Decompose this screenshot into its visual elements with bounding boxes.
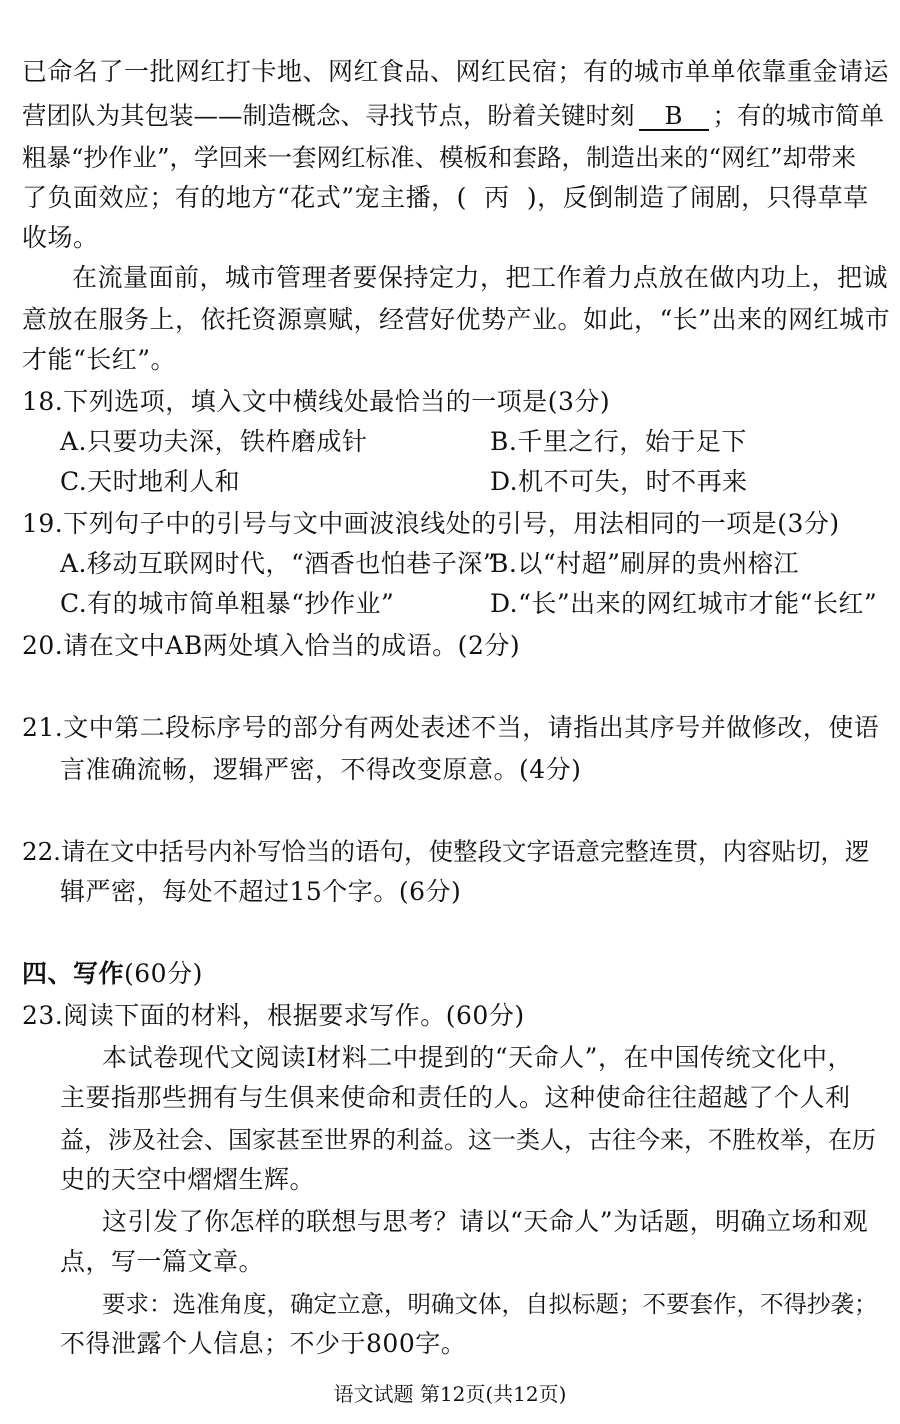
passage-line-2-text: 营团队为其包装——制造概念、寻找节点，盼着关键时刻 [22,101,635,130]
section-heading [22,956,203,992]
q19-option-c: C.有的城市简单粗暴“抄作业” [60,589,395,618]
passage-line-1: 已命名了一批网红打卡地、网红食品、网红民宿；有的城市单单依靠重金请运 [22,57,890,86]
passage-line-4-text: 了负面效应；有的地方“花式”宠主播，( [22,183,467,212]
passage-p2-line-1: 在流量面前，城市管理者要保持定力，把工作着力点放在做内功上，把诚 [72,263,889,292]
q19-option-d: D.“长”出来的网红城市才能“长红” [490,589,878,618]
q23-requirements-line-1: 要求：选准角度，确定立意，明确文体，自拟标题；不要套作，不得抄袭； [102,1290,878,1318]
q23-material-line-3: 益，涉及社会、国家甚至世界的利益。这一类人，古往今来，不胜枚举，在历 [60,1126,876,1154]
q18-option-b: B.千里之行，始于足下 [490,427,747,456]
q19-option-b: B.以“村超”刷屏的贵州榕江 [490,549,799,578]
passage-p2-line-3: 才能“长红”。 [22,345,177,374]
q23-material-line-4: 史的天空中熠熠生辉。 [60,1165,316,1194]
section-title: 四、写作 [22,959,125,988]
q21-line-1: 21.文中第二段标序号的部分有两处表述不当，请指出其序号并做修改，使语 [22,713,880,742]
passage-line-4 [22,180,869,216]
page-footer: 语文试题 第12页(共12页) [333,1382,567,1406]
q23-prompt-line-2: 点，写一篇文章。 [60,1247,265,1276]
q18-option-d: D.机不可失，时不再来 [490,467,748,496]
passage-line-5: 收场。 [22,223,99,252]
q23-prompt-line-1: 这引发了你怎样的联想与思考？请以“天命人”为话题，明确立场和观 [102,1207,869,1236]
q23-requirements-line-2: 不得泄露个人信息；不少于800字。 [60,1329,467,1358]
q22-line-1: 22.请在文中括号内补写恰当的语句，使整段文字语意完整连贯，内容贴切，逻 [22,837,870,866]
passage-line-3: 粗暴“抄作业”，学回来一套网红标准、模板和套路，制造出来的“网红”却带来 [22,143,857,172]
q20-stem: 20.请在文中AB两处填入恰当的成语。(2分) [22,631,521,660]
q18-stem: 18.下列选项，填入文中横线处最恰当的一项是(3分) [22,387,611,416]
q21-line-2: 言准确流畅，逻辑严密，不得改变原意。(4分) [60,755,582,784]
q19-stem: 19.下列句子中的引号与文中画波浪线处的引号，用法相同的一项是(3分) [22,509,840,538]
q23-material-line-1: 本试卷现代文阅读Ⅰ材料二中提到的“天命人”，在中国传统文化中， [102,1043,853,1072]
paren-fill-bing: 丙 [484,183,510,212]
blank-b: B [639,103,709,131]
q23-material-line-2: 主要指那些拥有与生俱来使命和责任的人。这种使命往往超越了个人利 [60,1083,851,1112]
passage-line-2 [22,98,884,134]
q18-option-c: C.天时地利人和 [60,467,241,496]
passage-line-2-tail: ；有的城市简单 [712,101,884,130]
q23-stem: 23.阅读下面的材料，根据要求写作。(60分) [22,1001,525,1030]
passage-p2-line-2: 意放在服务上，依托资源禀赋，经营好优势产业。如此，“长”出来的网红城市 [22,305,891,334]
q18-option-a: A.只要功夫深，铁杵磨成针 [60,427,368,456]
q22-line-2: 辑严密，每处不超过15个字。(6分) [60,877,462,906]
section-points: (60分) [124,959,203,988]
passage-line-4-tail: )，反倒制造了闹剧，只得草草 [526,183,869,212]
q19-option-a: A.移动互联网时代，“酒香也怕巷子深” [60,549,497,578]
